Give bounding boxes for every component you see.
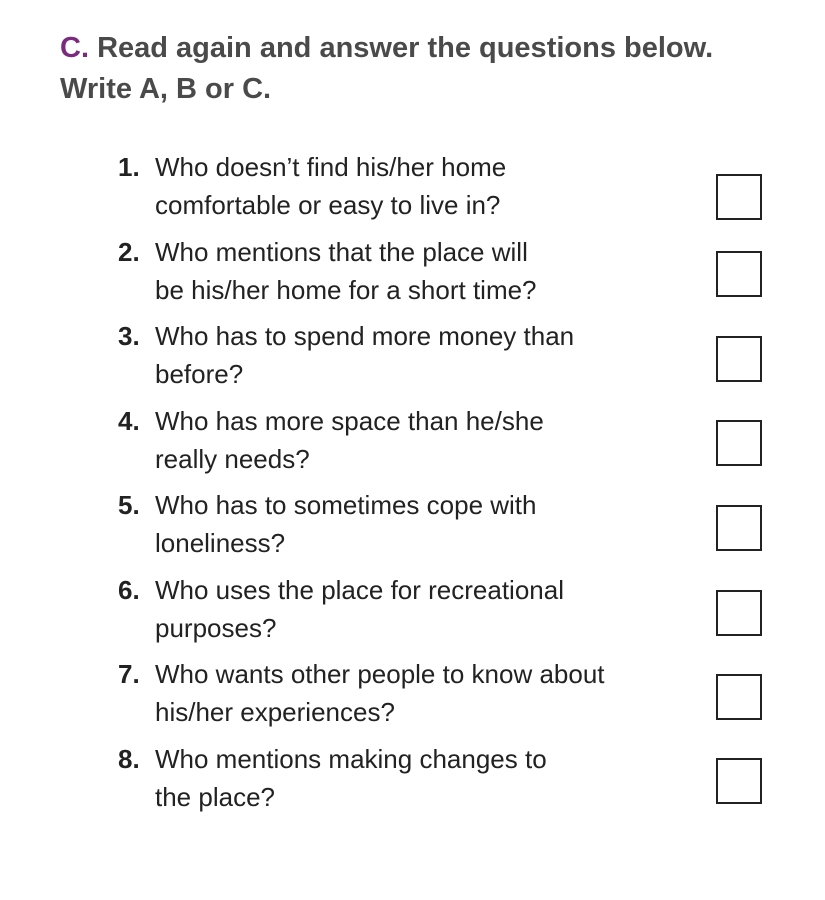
question-text-line-2: before? [155, 359, 244, 389]
question-text [155, 233, 708, 309]
question-number: 1. [118, 152, 140, 182]
question-text-line-1: Who mentions making changes to [155, 744, 547, 774]
question-number: 5. [118, 490, 140, 520]
question-text-line-1: Who mentions that the place will [155, 237, 528, 267]
heading-instruction: Read again and answer the questions below. [97, 32, 714, 64]
answer-box-8[interactable] [716, 758, 762, 804]
question-text-line-1: Who doesn’t find his/her home [155, 152, 507, 182]
exercise-letter: C. [60, 32, 89, 64]
question-item [118, 233, 708, 309]
question-item [118, 740, 708, 816]
question-text-line-1: Who has to sometimes cope with [155, 490, 537, 520]
exercise-heading [60, 28, 800, 110]
question-text-line-2: purposes? [155, 613, 277, 643]
question-text-line-2: loneliness? [155, 528, 286, 558]
question-text [155, 148, 708, 224]
answer-box-3[interactable] [716, 336, 762, 382]
question-text-line-2: be his/her home for a short time? [155, 275, 537, 305]
question-item [118, 486, 708, 562]
question-text-line-1: Who wants other people to know about [155, 659, 605, 689]
question-item [118, 148, 708, 224]
question-text [155, 402, 708, 478]
question-number: 4. [118, 406, 140, 436]
question-text-line-2: comfortable or easy to live in? [155, 190, 501, 220]
question-text [155, 486, 708, 562]
question-number: 6. [118, 575, 140, 605]
question-text [155, 571, 708, 647]
question-item [118, 317, 708, 393]
question-text-line-2: his/her experiences? [155, 697, 395, 727]
answer-box-1[interactable] [716, 174, 762, 220]
question-text-line-1: Who has more space than he/she [155, 406, 544, 436]
answer-box-6[interactable] [716, 590, 762, 636]
answer-box-7[interactable] [716, 674, 762, 720]
question-item [118, 571, 708, 647]
heading-line-2: Write A, B or C. [60, 73, 272, 105]
question-text-line-1: Who has to spend more money than [155, 321, 575, 351]
heading-line-1 [60, 28, 800, 69]
question-text-line-1: Who uses the place for recreational [155, 575, 564, 605]
question-text [155, 317, 708, 393]
question-text [155, 740, 708, 816]
answer-box-2[interactable] [716, 251, 762, 297]
question-text [155, 655, 708, 731]
question-item [118, 655, 708, 731]
question-number: 7. [118, 659, 140, 689]
question-number: 2. [118, 237, 140, 267]
question-item [118, 402, 708, 478]
question-number: 3. [118, 321, 140, 351]
question-number: 8. [118, 744, 140, 774]
answer-box-4[interactable] [716, 420, 762, 466]
question-text-line-2: the place? [155, 782, 275, 812]
answer-box-5[interactable] [716, 505, 762, 551]
question-text-line-2: really needs? [155, 444, 310, 474]
